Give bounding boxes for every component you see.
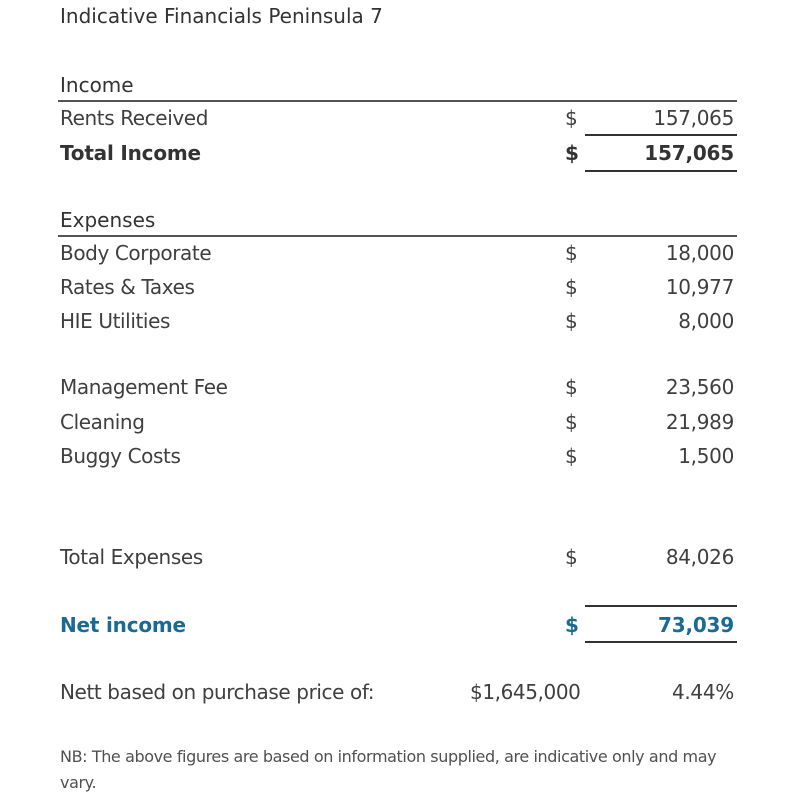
total-expenses-currency: $ (565, 545, 578, 569)
income-subtotal-rule (585, 134, 737, 136)
purchase-price: $1,645,000 (470, 680, 581, 704)
income-total-rule (585, 170, 737, 172)
rates-taxes-label: Rates & Taxes (60, 275, 195, 299)
income-heading: Income (60, 73, 134, 97)
rents-received-label: Rents Received (60, 106, 208, 130)
hie-utilities-amount: 8,000 (678, 309, 734, 333)
buggy-costs-amount: 1,500 (678, 444, 734, 468)
buggy-costs-label: Buggy Costs (60, 444, 181, 468)
net-income-label: Net income (60, 613, 186, 637)
hie-utilities-currency: $ (565, 309, 578, 333)
rates-taxes-currency: $ (565, 275, 578, 299)
body-corporate-label: Body Corporate (60, 241, 212, 265)
buggy-costs-currency: $ (565, 444, 578, 468)
footnote: NB: The above figures are based on information supplied, are indicative only and may vary. (60, 747, 717, 792)
body-corporate-amount: 18,000 (665, 241, 734, 265)
rents-received-currency: $ (565, 106, 578, 130)
cleaning-amount: 21,989 (665, 410, 734, 434)
management-fee-label: Management Fee (60, 375, 228, 399)
total-income-amount: 157,065 (644, 141, 734, 165)
rents-received-amount: 157,065 (653, 106, 734, 130)
net-income-bottom-rule (585, 641, 737, 643)
yield-label: Nett based on purchase price of: (60, 680, 375, 704)
cleaning-label: Cleaning (60, 410, 145, 434)
yield-percent: 4.44% (671, 680, 734, 704)
body-corporate-currency: $ (565, 241, 578, 265)
net-income-amount: 73,039 (658, 613, 734, 637)
income-rule (58, 100, 737, 102)
net-income-currency: $ (565, 613, 579, 637)
total-income-label: Total Income (60, 141, 201, 165)
hie-utilities-label: HIE Utilities (60, 309, 171, 333)
rates-taxes-amount: 10,977 (665, 275, 734, 299)
total-expenses-amount: 84,026 (665, 545, 734, 569)
total-expenses-label: Total Expenses (60, 545, 203, 569)
page-title: Indicative Financials Peninsula 7 (60, 4, 383, 28)
management-fee-currency: $ (565, 375, 578, 399)
expenses-heading: Expenses (60, 208, 156, 232)
net-income-top-rule (585, 605, 737, 607)
cleaning-currency: $ (565, 410, 578, 434)
expenses-rule (58, 235, 737, 237)
total-income-currency: $ (565, 141, 579, 165)
management-fee-amount: 23,560 (665, 375, 734, 399)
